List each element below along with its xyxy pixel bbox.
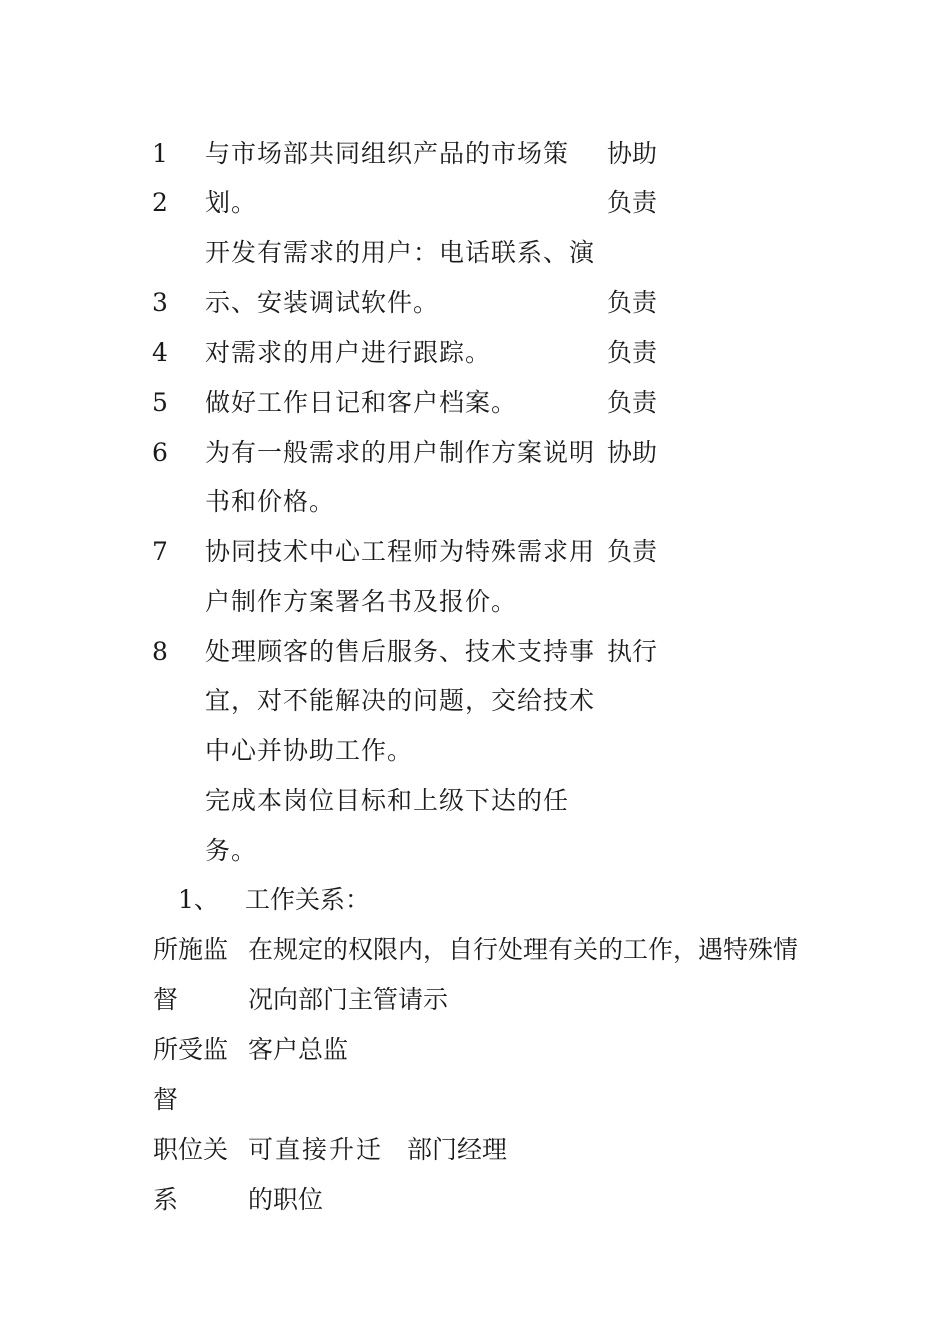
relation-value: 客户总监 bbox=[248, 1035, 349, 1064]
task-number: 3 bbox=[152, 288, 168, 317]
relation-label: 督 bbox=[153, 985, 179, 1014]
relation-value: 况向部门主管请示 bbox=[248, 985, 449, 1014]
task-number: 5 bbox=[152, 388, 168, 417]
task-text-line: 与市场部共同组织产品的市场策 bbox=[205, 139, 570, 168]
task-role: 负责 bbox=[607, 388, 658, 417]
relation-label: 所施监 bbox=[153, 935, 229, 964]
task-role: 负责 bbox=[607, 188, 658, 217]
task-number: 8 bbox=[152, 637, 168, 666]
task-role: 协助 bbox=[607, 438, 658, 467]
task-text-line: 协同技术中心工程师为特殊需求用 bbox=[205, 537, 596, 566]
section-number: 1、 bbox=[178, 885, 219, 914]
task-role: 负责 bbox=[607, 537, 658, 566]
task-text-line: 务。 bbox=[205, 836, 258, 865]
task-number: 6 bbox=[152, 438, 168, 467]
relation-value: 在规定的权限内，自行处理有关的工作，遇特殊情 bbox=[248, 935, 799, 964]
task-text-line: 对需求的用户进行跟踪。 bbox=[205, 338, 492, 367]
relation-label: 职位关 bbox=[153, 1135, 229, 1164]
task-number: 2 bbox=[152, 188, 168, 217]
task-role: 负责 bbox=[607, 338, 658, 367]
relation-value: 的职位 bbox=[248, 1185, 324, 1214]
task-number: 7 bbox=[152, 537, 168, 566]
task-text-line: 为有一般需求的用户制作方案说明 bbox=[205, 438, 596, 467]
relation-value: 可直接升迁 bbox=[248, 1135, 384, 1164]
task-text-line: 示、安装调试软件。 bbox=[205, 288, 440, 317]
relation-label: 督 bbox=[153, 1085, 179, 1114]
task-role: 执行 bbox=[607, 637, 658, 666]
task-role: 协助 bbox=[607, 139, 658, 168]
task-text-line: 中心并协助工作。 bbox=[205, 736, 414, 765]
task-number: 4 bbox=[152, 338, 168, 367]
task-role: 负责 bbox=[607, 288, 658, 317]
task-text-line: 开发有需求的用户：电话联系、演 bbox=[205, 238, 596, 267]
task-text-line: 宜，对不能解决的问题，交给技术 bbox=[205, 686, 596, 715]
task-text-line: 户制作方案署名书及报价。 bbox=[205, 587, 518, 616]
task-text-line: 做好工作日记和客户档案。 bbox=[205, 388, 518, 417]
task-number: 1 bbox=[152, 139, 168, 168]
section-title: 工作关系： bbox=[245, 885, 371, 914]
task-text-line: 书和价格。 bbox=[205, 487, 336, 516]
task-text-line: 完成本岗位目标和上级下达的任 bbox=[205, 786, 570, 815]
relation-label: 所受监 bbox=[153, 1035, 229, 1064]
task-text-line: 划。 bbox=[205, 188, 258, 217]
relation-label: 系 bbox=[153, 1185, 179, 1214]
relation-extra: 部门经理 bbox=[407, 1135, 508, 1164]
task-text-line: 处理顾客的售后服务、技术支持事 bbox=[205, 637, 596, 666]
